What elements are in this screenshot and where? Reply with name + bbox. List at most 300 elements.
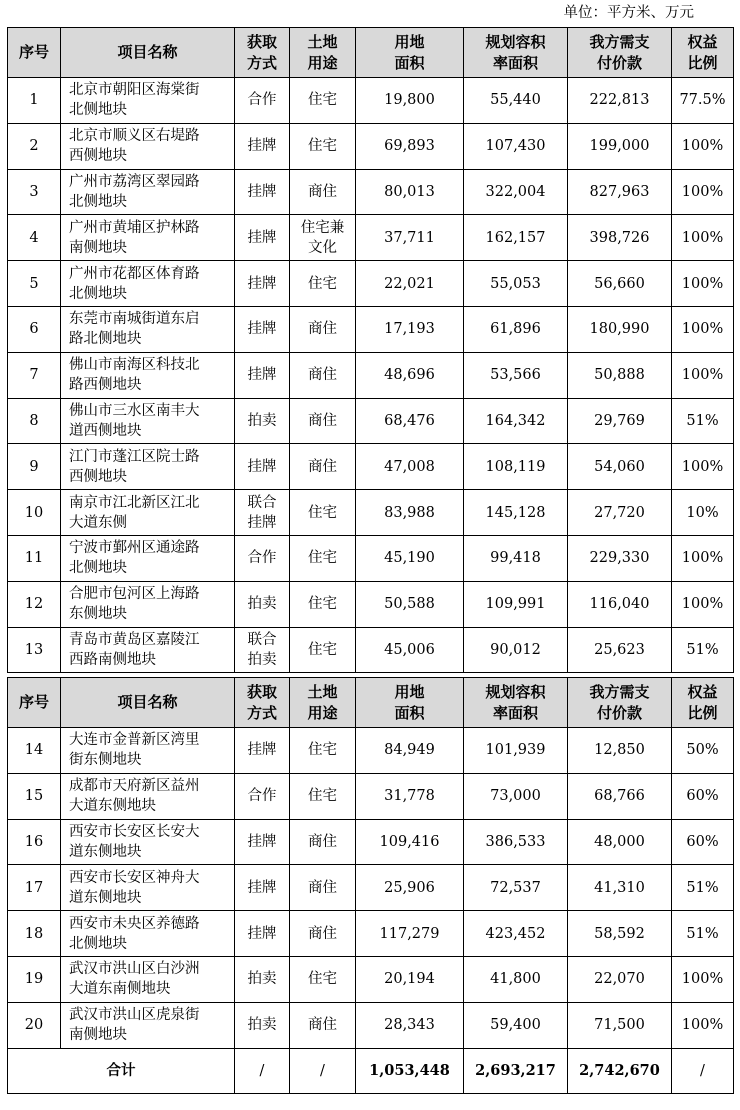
cell-far-area: 41,800 (464, 956, 568, 1002)
cell-acquisition-method (235, 728, 290, 774)
cell-line: 西安市未央区养德路 (69, 915, 200, 932)
total-land-area: 1,053,448 (356, 1048, 464, 1094)
cell-project-name (61, 865, 235, 911)
cell-equity-ratio: 60% (672, 773, 734, 819)
cell-index: 11 (8, 535, 61, 581)
cell-acquisition-method (235, 911, 290, 957)
cell-line: 武汉市洪山区白沙洲 (69, 961, 200, 978)
table-row (8, 627, 734, 673)
cell-line: 方式 (246, 53, 277, 72)
cell-far-area: 107,430 (464, 123, 568, 169)
cell-equity-ratio: 77.5% (672, 78, 734, 124)
cell-land-area: 117,279 (356, 911, 464, 957)
table-row (8, 728, 734, 774)
cell-equity-ratio: 100% (672, 581, 734, 627)
cell-land-use (290, 490, 356, 536)
cell-line: 规划容积 (485, 32, 546, 51)
cell-line: 北京市朝阳区海棠街 (69, 82, 200, 99)
cell-payment: 222,813 (568, 78, 672, 124)
header-land-area (356, 28, 464, 78)
cell-equity-ratio: 100% (672, 261, 734, 307)
cell-acquisition-method (235, 581, 290, 627)
table-row (8, 398, 734, 444)
cell-land-area: 68,476 (356, 398, 464, 444)
cell-payment: 29,769 (568, 398, 672, 444)
total-far-area: 2,693,217 (464, 1048, 568, 1094)
cell-far-area: 55,440 (464, 78, 568, 124)
cell-project-name (61, 535, 235, 581)
cell-project-name (61, 215, 235, 261)
cell-acquisition-method (235, 306, 290, 352)
header-far-area (464, 678, 568, 728)
cell-line: 西侧地块 (69, 148, 127, 165)
cell-land-area: 69,893 (356, 123, 464, 169)
cell-line: 路北侧地块 (69, 331, 142, 348)
cell-project-name (61, 352, 235, 398)
cell-index: 18 (8, 911, 61, 957)
header-land-use (290, 28, 356, 78)
cell-payment: 48,000 (568, 819, 672, 865)
cell-land-area: 20,194 (356, 956, 464, 1002)
cell-line: 联合 (247, 631, 277, 648)
cell-project-name (61, 911, 235, 957)
cell-line: 西路南侧地块 (69, 651, 156, 668)
cell-project-name (61, 398, 235, 444)
cell-index: 17 (8, 865, 61, 911)
cell-line: 东侧地块 (69, 606, 127, 623)
cell-line: 挂牌 (247, 879, 277, 896)
cell-project-name (61, 728, 235, 774)
table-row (8, 773, 734, 819)
cell-land-use (290, 352, 356, 398)
cell-far-area: 72,537 (464, 865, 568, 911)
cell-line: 商住 (308, 833, 337, 850)
cell-equity-ratio: 50% (672, 728, 734, 774)
cell-line: 青岛市黄岛区嘉陵江 (69, 631, 200, 648)
cell-project-name (61, 78, 235, 124)
cell-acquisition-method (235, 398, 290, 444)
cell-line: 北侧地块 (69, 285, 127, 302)
cell-project-name (61, 627, 235, 673)
cell-equity-ratio: 100% (672, 169, 734, 215)
cell-far-area: 145,128 (464, 490, 568, 536)
cell-line: 住宅 (308, 742, 337, 759)
total-equity-ratio: / (672, 1048, 734, 1094)
table-row (8, 123, 734, 169)
cell-far-area: 423,452 (464, 911, 568, 957)
cell-equity-ratio: 51% (672, 865, 734, 911)
cell-line: 获取 (246, 682, 277, 701)
cell-payment: 68,766 (568, 773, 672, 819)
cell-payment: 116,040 (568, 581, 672, 627)
cell-line: 文化 (308, 239, 337, 256)
cell-acquisition-method (235, 261, 290, 307)
cell-equity-ratio: 100% (672, 306, 734, 352)
cell-line: 商住 (308, 412, 337, 429)
cell-equity-ratio: 100% (672, 444, 734, 490)
cell-line: 土地 (307, 32, 338, 51)
cell-line: 拍卖 (247, 651, 277, 668)
cell-project-name (61, 819, 235, 865)
cell-line: 佛山市三水区南丰大 (69, 402, 200, 419)
cell-acquisition-method (235, 444, 290, 490)
header-index: 序号 (8, 678, 61, 728)
cell-line: 拍卖 (247, 1017, 277, 1034)
cell-line: 北侧地块 (69, 193, 127, 210)
cell-land-area: 109,416 (356, 819, 464, 865)
header-far-area (464, 28, 568, 78)
cell-far-area: 164,342 (464, 398, 568, 444)
cell-line: 我方需支 (589, 32, 650, 51)
cell-land-area: 31,778 (356, 773, 464, 819)
cell-far-area: 99,418 (464, 535, 568, 581)
cell-line: 南侧地块 (69, 1027, 127, 1044)
cell-land-area: 84,949 (356, 728, 464, 774)
cell-line: 合作 (247, 550, 277, 567)
cell-line: 率面积 (492, 53, 538, 72)
cell-acquisition-method (235, 865, 290, 911)
cell-project-name (61, 261, 235, 307)
header-equity-ratio (672, 678, 734, 728)
cell-line: 挂牌 (247, 138, 277, 155)
cell-equity-ratio: 100% (672, 123, 734, 169)
table-row (8, 956, 734, 1002)
cell-line: 成都市天府新区益州 (69, 778, 200, 795)
cell-project-name (61, 123, 235, 169)
cell-project-name (61, 1002, 235, 1048)
cell-payment: 58,592 (568, 911, 672, 957)
cell-equity-ratio: 100% (672, 535, 734, 581)
table-row (8, 819, 734, 865)
cell-line: 住宅 (308, 550, 337, 567)
cell-far-area: 53,566 (464, 352, 568, 398)
cell-land-use (290, 123, 356, 169)
cell-line: 付价款 (596, 703, 642, 722)
cell-land-area: 28,343 (356, 1002, 464, 1048)
cell-acquisition-method (235, 78, 290, 124)
cell-line: 商住 (308, 321, 337, 338)
cell-land-use (290, 627, 356, 673)
cell-project-name (61, 306, 235, 352)
cell-line: 挂牌 (247, 514, 277, 531)
cell-index: 3 (8, 169, 61, 215)
header-acquisition-method (235, 678, 290, 728)
cell-payment: 25,623 (568, 627, 672, 673)
cell-line: 权益 (687, 32, 718, 51)
cell-line: 商住 (308, 1017, 337, 1034)
cell-land-use (290, 581, 356, 627)
cell-line: 拍卖 (247, 596, 277, 613)
cell-line: 北侧地块 (69, 102, 127, 119)
cell-line: 用地 (394, 32, 425, 51)
cell-payment: 41,310 (568, 865, 672, 911)
table-row (8, 352, 734, 398)
cell-line: 比例 (687, 53, 718, 72)
cell-line: 大道东南侧地块 (69, 981, 171, 998)
cell-land-use (290, 1002, 356, 1048)
cell-equity-ratio: 10% (672, 490, 734, 536)
cell-land-use (290, 728, 356, 774)
cell-line: 付价款 (596, 53, 642, 72)
cell-land-use (290, 865, 356, 911)
cell-far-area: 55,053 (464, 261, 568, 307)
table-row (8, 535, 734, 581)
cell-line: 我方需支 (589, 682, 650, 701)
cell-line: 商住 (308, 458, 337, 475)
cell-far-area: 162,157 (464, 215, 568, 261)
cell-land-use (290, 78, 356, 124)
cell-line: 土地 (307, 682, 338, 701)
cell-project-name (61, 773, 235, 819)
cell-project-name (61, 581, 235, 627)
unit-label: 单位：平方米、万元 (563, 5, 694, 21)
table-row (8, 911, 734, 957)
cell-line: 南侧地块 (69, 239, 127, 256)
table-row (8, 1002, 734, 1048)
cell-acquisition-method (235, 1002, 290, 1048)
cell-payment: 56,660 (568, 261, 672, 307)
header-acquisition-method (235, 28, 290, 78)
cell-far-area: 90,012 (464, 627, 568, 673)
cell-payment: 180,990 (568, 306, 672, 352)
cell-line: 用地 (394, 682, 425, 701)
cell-payment: 199,000 (568, 123, 672, 169)
cell-line: 东莞市南城街道东启 (69, 311, 200, 328)
cell-land-area: 19,800 (356, 78, 464, 124)
cell-line: 住宅 (308, 138, 337, 155)
cell-line: 宁波市鄞州区通途路 (69, 540, 200, 557)
cell-line: 拍卖 (247, 412, 277, 429)
cell-far-area: 61,896 (464, 306, 568, 352)
total-method: / (235, 1048, 290, 1094)
cell-line: 面积 (394, 703, 425, 722)
cell-line: 挂牌 (247, 229, 277, 246)
header-equity-ratio (672, 28, 734, 78)
cell-line: 合作 (247, 92, 277, 109)
cell-line: 挂牌 (247, 367, 277, 384)
cell-line: 道西侧地块 (69, 422, 142, 439)
cell-equity-ratio: 51% (672, 627, 734, 673)
cell-index: 16 (8, 819, 61, 865)
cell-line: 商住 (308, 879, 337, 896)
cell-equity-ratio: 51% (672, 911, 734, 957)
cell-line: 住宅 (308, 971, 337, 988)
header-project-name: 项目名称 (61, 28, 235, 78)
cell-project-name (61, 169, 235, 215)
cell-line: 住宅兼 (300, 219, 345, 236)
cell-index: 2 (8, 123, 61, 169)
header-payment (568, 678, 672, 728)
header-row (8, 28, 734, 78)
cell-line: 联合 (247, 494, 277, 511)
table-row (8, 78, 734, 124)
header-land-use (290, 678, 356, 728)
cell-land-use (290, 215, 356, 261)
cell-line: 挂牌 (247, 321, 277, 338)
cell-acquisition-method (235, 956, 290, 1002)
cell-project-name (61, 956, 235, 1002)
cell-far-area: 108,119 (464, 444, 568, 490)
cell-land-area: 17,193 (356, 306, 464, 352)
cell-line: 西安市长安区神舟大 (69, 869, 200, 886)
cell-index: 8 (8, 398, 61, 444)
header-land-area (356, 678, 464, 728)
cell-land-use (290, 306, 356, 352)
cell-index: 9 (8, 444, 61, 490)
cell-line: 住宅 (308, 504, 337, 521)
cell-line: 武汉市洪山区虎泉街 (69, 1007, 200, 1024)
cell-land-area: 45,006 (356, 627, 464, 673)
cell-land-use (290, 819, 356, 865)
cell-line: 住宅 (308, 788, 337, 805)
table-row (8, 490, 734, 536)
cell-land-area: 37,711 (356, 215, 464, 261)
cell-payment: 71,500 (568, 1002, 672, 1048)
land-table-part-1 (7, 27, 734, 673)
cell-index: 19 (8, 956, 61, 1002)
table-row (8, 581, 734, 627)
cell-land-use (290, 773, 356, 819)
cell-land-area: 83,988 (356, 490, 464, 536)
cell-land-use (290, 444, 356, 490)
cell-line: 用途 (307, 703, 338, 722)
cell-line: 率面积 (492, 703, 538, 722)
cell-acquisition-method (235, 819, 290, 865)
total-use: / (290, 1048, 356, 1094)
cell-land-area: 25,906 (356, 865, 464, 911)
header-payment (568, 28, 672, 78)
cell-line: 挂牌 (247, 458, 277, 475)
cell-equity-ratio: 100% (672, 352, 734, 398)
cell-line: 商住 (308, 925, 337, 942)
cell-far-area: 101,939 (464, 728, 568, 774)
cell-acquisition-method (235, 169, 290, 215)
cell-line: 挂牌 (247, 183, 277, 200)
cell-line: 广州市黄埔区护林路 (69, 219, 200, 236)
cell-line: 比例 (687, 703, 718, 722)
cell-acquisition-method (235, 123, 290, 169)
cell-payment: 229,330 (568, 535, 672, 581)
cell-index: 10 (8, 490, 61, 536)
cell-acquisition-method (235, 215, 290, 261)
cell-line: 方式 (246, 703, 277, 722)
cell-line: 拍卖 (247, 971, 277, 988)
cell-line: 获取 (246, 32, 277, 51)
cell-far-area: 109,991 (464, 581, 568, 627)
total-payment: 2,742,670 (568, 1048, 672, 1094)
cell-line: 大连市金普新区湾里 (69, 732, 200, 749)
cell-acquisition-method (235, 535, 290, 581)
cell-line: 西安市长安区长安大 (69, 823, 200, 840)
cell-payment: 12,850 (568, 728, 672, 774)
cell-land-area: 48,696 (356, 352, 464, 398)
cell-line: 北侧地块 (69, 935, 127, 952)
cell-line: 合肥市包河区上海路 (69, 586, 200, 603)
cell-index: 20 (8, 1002, 61, 1048)
header-index: 序号 (8, 28, 61, 78)
cell-equity-ratio: 60% (672, 819, 734, 865)
cell-land-use (290, 911, 356, 957)
cell-land-area: 47,008 (356, 444, 464, 490)
cell-index: 6 (8, 306, 61, 352)
cell-line: 住宅 (308, 596, 337, 613)
cell-acquisition-method (235, 490, 290, 536)
cell-line: 街东侧地块 (69, 752, 142, 769)
cell-line: 住宅 (308, 92, 337, 109)
cell-index: 15 (8, 773, 61, 819)
cell-land-area: 50,588 (356, 581, 464, 627)
cell-equity-ratio: 100% (672, 1002, 734, 1048)
cell-project-name (61, 490, 235, 536)
cell-land-use (290, 169, 356, 215)
cell-far-area: 73,000 (464, 773, 568, 819)
cell-line: 道东侧地块 (69, 889, 142, 906)
cell-line: 路西侧地块 (69, 377, 142, 394)
cell-index: 4 (8, 215, 61, 261)
cell-payment: 22,070 (568, 956, 672, 1002)
cell-far-area: 386,533 (464, 819, 568, 865)
cell-index: 7 (8, 352, 61, 398)
table-row (8, 306, 734, 352)
cell-index: 1 (8, 78, 61, 124)
cell-payment: 827,963 (568, 169, 672, 215)
cell-land-area: 80,013 (356, 169, 464, 215)
cell-payment: 398,726 (568, 215, 672, 261)
cell-line: 商住 (308, 183, 337, 200)
cell-line: 南京市江北新区江北 (69, 494, 200, 511)
table-row (8, 169, 734, 215)
land-table-part-2 (7, 677, 734, 1094)
cell-acquisition-method (235, 773, 290, 819)
cell-line: 挂牌 (247, 742, 277, 759)
cell-line: 大道东侧地块 (69, 798, 156, 815)
cell-line: 权益 (687, 682, 718, 701)
cell-index: 5 (8, 261, 61, 307)
cell-line: 挂牌 (247, 275, 277, 292)
cell-line: 广州市荔湾区翠园路 (69, 173, 200, 190)
cell-index: 12 (8, 581, 61, 627)
cell-line: 道东侧地块 (69, 843, 142, 860)
cell-line: 合作 (247, 788, 277, 805)
cell-project-name (61, 444, 235, 490)
cell-far-area: 59,400 (464, 1002, 568, 1048)
cell-payment: 50,888 (568, 352, 672, 398)
cell-line: 面积 (394, 53, 425, 72)
cell-land-use (290, 398, 356, 444)
cell-index: 14 (8, 728, 61, 774)
cell-land-use (290, 261, 356, 307)
cell-land-area: 45,190 (356, 535, 464, 581)
cell-acquisition-method (235, 627, 290, 673)
total-row (8, 1048, 734, 1094)
cell-line: 北侧地块 (69, 560, 127, 577)
cell-line: 住宅 (308, 275, 337, 292)
cell-line: 商住 (308, 367, 337, 384)
cell-far-area: 322,004 (464, 169, 568, 215)
cell-line: 用途 (307, 53, 338, 72)
cell-acquisition-method (235, 352, 290, 398)
cell-line: 住宅 (308, 641, 337, 658)
cell-line: 江门市蓬江区院士路 (69, 448, 200, 465)
cell-equity-ratio: 51% (672, 398, 734, 444)
cell-line: 挂牌 (247, 833, 277, 850)
cell-payment: 54,060 (568, 444, 672, 490)
table-row (8, 215, 734, 261)
total-label: 合计 (8, 1048, 235, 1094)
cell-equity-ratio: 100% (672, 956, 734, 1002)
cell-land-area: 22,021 (356, 261, 464, 307)
cell-line: 挂牌 (247, 925, 277, 942)
